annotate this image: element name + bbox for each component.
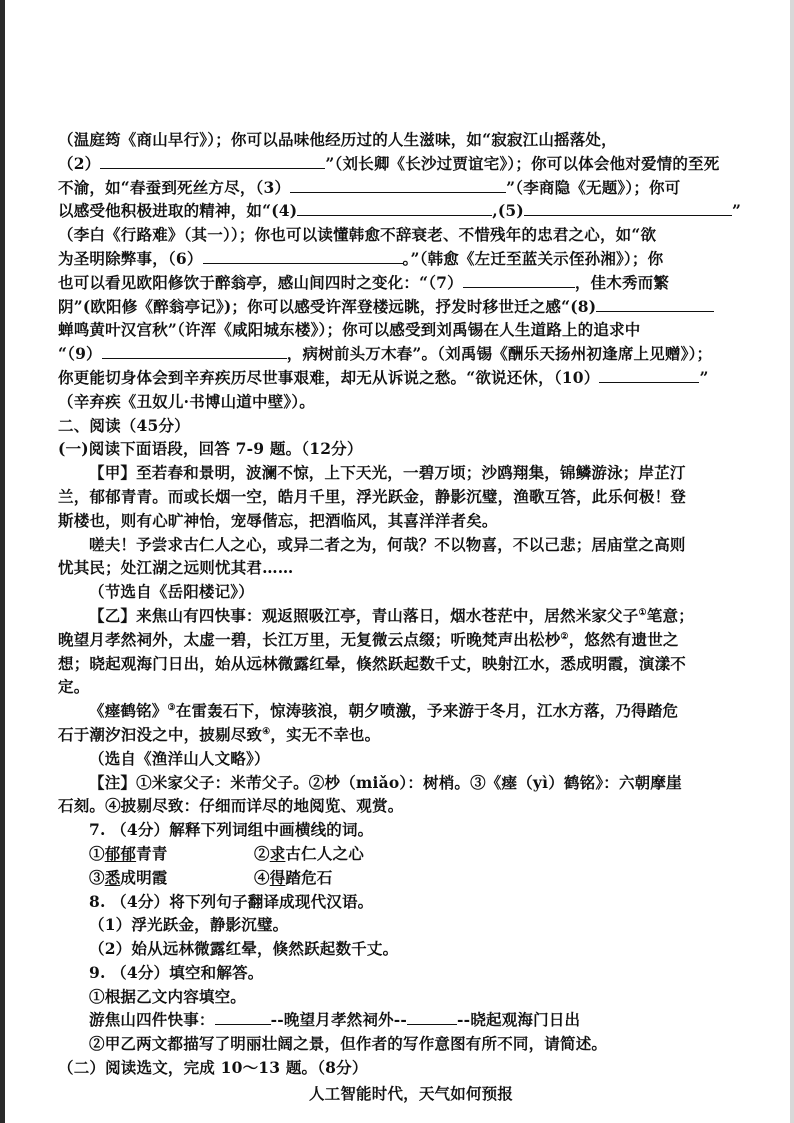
yi-text-line: 石于潮汐汩没之中，披剔尽致④，实无不幸也。 bbox=[58, 724, 381, 744]
underlined-word: 郁郁 bbox=[104, 843, 137, 863]
yi-text-line: 想；晓起观海门日出，始从远林微露红晕，倏然跃起数千丈，映射江水，悉成明霞，演漾不 bbox=[58, 653, 687, 673]
passage-line: （2） ”（刘长卿《长沙过贾谊宅》）；你可以体会他对爱情的至死 bbox=[58, 153, 720, 173]
section-title: 二、阅读（45分） bbox=[58, 415, 190, 435]
answer-blank-2[interactable] bbox=[100, 152, 325, 169]
footnote-mark: ④ bbox=[262, 726, 271, 737]
question-8-item: （1）浮光跃金，静影沉璧。 bbox=[89, 915, 289, 935]
yi-text-line: 《瘗鹤铭》③在雷轰石下，惊涛骇浪，朝夕喷激，予来游于冬月，江水方落，乃得踏危 bbox=[89, 701, 679, 721]
notes-line: 石刻。④披剔尽致：仔细而详尽的地阅览、观赏。 bbox=[58, 796, 404, 816]
yi-source: （选自《渔洋山人文略》） bbox=[89, 748, 270, 768]
jia-source: （节选自《岳阳楼记》） bbox=[89, 582, 254, 602]
jia-text-line: 【甲】至若春和景明，波澜不惊，上下天光，一碧万顷；沙鸥翔集，锦鳞游泳；岸芷汀 bbox=[89, 463, 686, 483]
jia-text-line: 忧其民；处江湖之远则忧其君…… bbox=[58, 558, 294, 578]
answer-blank-8[interactable] bbox=[596, 295, 714, 312]
answer-blank-9[interactable] bbox=[102, 342, 287, 359]
passage-line: （李白《行路难》（其一））；你也可以读懂韩愈不辞衰老、不惜残年的忠君之心，如“欲 bbox=[58, 225, 657, 245]
part1-intro: (一)阅读下面语段，回答 7-9 题。（12分） bbox=[58, 439, 363, 459]
exam-page bbox=[58, 128, 764, 1106]
passage-line: （辛弃疾《丑奴儿·书博山道中壁》）。 bbox=[58, 391, 315, 411]
passage-line: 蝉鸣黄叶汉宫秋”（许浑《咸阳城东楼》）；你可以感受到刘禹锡在人生道路上的追求中 bbox=[58, 320, 641, 340]
answer-blank-10[interactable] bbox=[599, 366, 699, 383]
scan-left-edge bbox=[0, 0, 5, 1123]
passage-line: 以感受他积极进取的精神，如“(4) ,(5) ” bbox=[58, 201, 742, 221]
question-8-stem: 8. （4分）将下列句子翻译成现代汉语。 bbox=[89, 891, 374, 911]
underlined-word: 得 bbox=[269, 867, 286, 887]
question-7-options: ③悉成明霞 ④得踏危石 bbox=[89, 867, 333, 887]
question-8-item: （2）始从远林微露红晕，倏然跃起数千丈。 bbox=[89, 939, 399, 959]
answer-blank-9a[interactable] bbox=[215, 1008, 271, 1025]
question-9-stem: 9. （4分）填空和解答。 bbox=[89, 962, 264, 982]
answer-blank-3[interactable] bbox=[290, 176, 506, 193]
question-9-item: ①根据乙文内容填空。 bbox=[89, 986, 247, 1006]
question-7-stem: 7. （4分）解释下列词组中画横线的词。 bbox=[89, 820, 374, 840]
answer-blank-7[interactable] bbox=[463, 271, 575, 288]
jia-text-line: 斯楼也，则有心旷神怡，宠辱偕忘，把酒临风，其喜洋洋者矣。 bbox=[58, 510, 498, 530]
answer-blank-6[interactable] bbox=[203, 247, 403, 264]
footnote-mark: ③ bbox=[167, 702, 176, 713]
passage-line: 不渝，如“春蚕到死丝方尽，（3） ”（李商隐《无题》）；你可 bbox=[58, 177, 681, 197]
notes-line: 【注】①米家父子：米芾父子。②杪（miǎo）：树梢。③《瘗（yì）鹤铭》：六朝摩崖 bbox=[89, 772, 682, 792]
question-9-item: ②甲乙两文都描写了明丽壮阔之景，但作者的写作意图有所不同，请简述。 bbox=[89, 1034, 608, 1054]
question-7-options: ①郁郁青青 ②求古仁人之心 bbox=[89, 843, 364, 863]
answer-blank-9b[interactable] bbox=[407, 1008, 457, 1025]
footnote-mark: ② bbox=[560, 631, 569, 642]
yi-text-line: 【乙】来焦山有四快事：观返照吸江亭，青山落日，烟水苍茫中，居然米家父子①笔意； bbox=[89, 605, 694, 625]
passage-line: （温庭筠《商山早行》）；你可以品味他经历过的人生滋味，如“寂寂江山摇落处， bbox=[58, 130, 617, 149]
jia-text-line: 嗟夫！予尝求古仁人之心，或异二者之为，何哉？不以物喜，不以己悲；居庙堂之高则 bbox=[89, 534, 686, 554]
passage-line: 为圣明除弊事，（6） 。”（韩愈《左迁至蓝关示侄孙湘》）；你 bbox=[58, 248, 664, 268]
answer-blank-4[interactable] bbox=[297, 199, 492, 216]
underlined-word: 悉 bbox=[104, 867, 121, 887]
yi-text-line: 定。 bbox=[58, 677, 90, 697]
passage-line: 阴”(欧阳修《醉翁亭记》)；你可以感受许浑登楼远眺，抒发时移世迁之感“(8) bbox=[58, 295, 764, 319]
jia-text-line: 兰，郁郁青青。而或长烟一空，皓月千里，浮光跃金，静影沉璧，渔歌互答，此乐何极！登 bbox=[58, 486, 687, 506]
passage-line: 也可以看见欧阳修饮于醉翁亭，感山间四时之变化：“（7） ，佳木秀而繁 bbox=[58, 272, 670, 292]
footnote-mark: ① bbox=[638, 607, 647, 618]
underlined-word: 求 bbox=[269, 843, 286, 863]
part2-intro: （二）阅读选文，完成 10～13 题。（8分） bbox=[58, 1058, 368, 1078]
scan-right-edge bbox=[790, 0, 794, 1123]
article-title: 人工智能时代，天气如何预报 bbox=[308, 1083, 514, 1103]
passage-line: 你更能切身体会到辛弃疾历尽世事艰难，却无从诉说之愁。“欲说还休，（10） ” bbox=[58, 367, 709, 387]
passage-line: “（9） ，病树前头万木春”。（刘禹锡《酬乐天扬州初逢席上见赠》）； bbox=[58, 344, 713, 364]
answer-blank-5[interactable] bbox=[524, 199, 732, 216]
question-9-item: 游焦山四件快事： --晚望月孝然祠外-- --晓起观海门日出 bbox=[89, 1010, 581, 1030]
yi-text-line: 晚望月孝然祠外，太虚一碧，长江万里，无复微云点缀；听晚梵声出松杪②，悠然有遗世之 bbox=[58, 629, 679, 649]
